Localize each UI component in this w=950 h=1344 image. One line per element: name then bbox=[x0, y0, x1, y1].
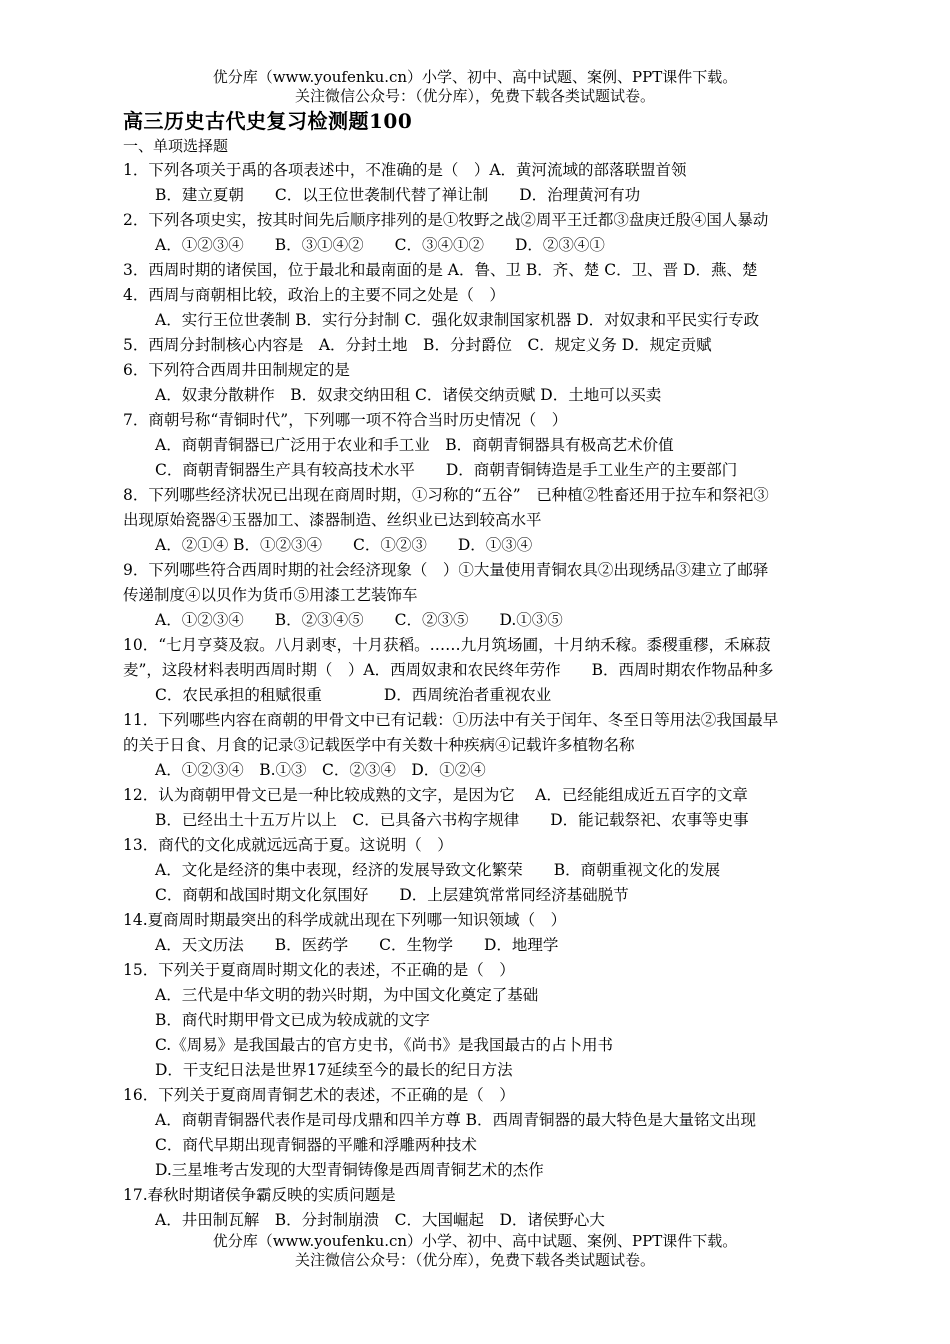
question-line: 6．下列符合西周井田制规定的是 bbox=[123, 361, 350, 379]
header-promo-line: 优分库（www.youfenku.cn）小学、初中、高中试题、案例、PPT课件下载。 bbox=[212, 68, 738, 86]
option-line: D.三星堆考古发现的大型青铜铸像是西周青铜艺术的杰作 bbox=[155, 1161, 544, 1179]
question-line: 7．商朝号称“青铜时代”，下列哪一项不符合当时历史情况（ ） bbox=[123, 411, 568, 429]
question-line: 5．西周分封制核心内容是 A．分封土地 B．分封爵位 C．规定义务 D．规定贡赋 bbox=[123, 336, 712, 354]
option-line: A．天文历法 B．医药学 C．生物学 D．地理学 bbox=[155, 936, 559, 954]
question-line: 10．“七月亨葵及寂。八月剥枣，十月获稻。……九月筑场圃，十月纳禾稼。黍稷重穋，禾麻菽 bbox=[123, 636, 771, 654]
option-line: A．实行王位世袭制 B．实行分封制 C．强化奴隶制国家机器 D．对奴隶和平民实行专政 bbox=[155, 311, 760, 329]
option-line: A．②①④ B．①②③④ C．①②③ D．①③④ bbox=[155, 536, 533, 554]
option-line: A．商朝青铜器代表作是司母戊鼎和四羊方尊 B．西周青铜器的最大特色是大量铭文出现 bbox=[155, 1111, 757, 1129]
option-line: C．商朝青铜器生产具有较高技术水平 D．商朝青铜铸造是手工业生产的主要部门 bbox=[155, 461, 738, 479]
option-line: C.《周易》是我国最古的官方史书，《尚书》是我国最古的占卜用书 bbox=[155, 1036, 613, 1054]
question-line: 1．下列各项关于禹的各项表述中，不准确的是（ ）A．黄河流域的部落联盟首领 bbox=[123, 161, 687, 179]
question-line: 15．下列关于夏商周时期文化的表述，不正确的是（ ） bbox=[123, 961, 515, 979]
question-line: 11．下列哪些内容在商朝的甲骨文中已有记载：①历法中有关于闰年、冬至日等用法②我国最早 bbox=[123, 711, 779, 729]
question-line: 12．认为商朝甲骨文已是一种比较成熟的文字，是因为它 A．已经能组成近五百字的文章 bbox=[123, 786, 748, 804]
question-line: 8．下列哪些经济状况已出现在商周时期，①习称的“五谷” 已种植②牲畜还用于拉车和祭祀③ bbox=[123, 486, 769, 504]
option-line: A．商朝青铜器已广泛用于农业和手工业 B．商朝青铜器具有极高艺术价值 bbox=[155, 436, 674, 454]
option-line: A．①②③④ B．③①④② C．③④①② D．②③④① bbox=[155, 236, 605, 254]
exam-title: 高三历史古代史复习检测题100 bbox=[123, 109, 413, 133]
option-line: C．商朝和战国时期文化氛围好 D．上层建筑常常同经济基础脱节 bbox=[155, 886, 629, 904]
option-line: B．已经出土十五万片以上 C．已具备六书构字规律 D．能记载祭祀、农事等史事 bbox=[155, 811, 749, 829]
question-line: 17.春秋时期诸侯争霸反映的实质问题是 bbox=[123, 1186, 396, 1204]
option-line: A．奴隶分散耕作 B．奴隶交纳田租 C．诸侯交纳贡赋 D．土地可以买卖 bbox=[155, 386, 662, 404]
question-line: 14.夏商周时期最突出的科学成就出现在下列哪一知识领域（ ） bbox=[123, 911, 567, 929]
option-line: B．商代时期甲骨文已成为较成就的文字 bbox=[155, 1011, 430, 1029]
option-line: A．三代是中华文明的勃兴时期，为中国文化奠定了基础 bbox=[155, 986, 539, 1004]
header-wechat-line: 关注微信公众号：（优分库），免费下载各类试题试卷。 bbox=[294, 87, 655, 105]
question-line: 麦”，这段材料表明西周时期（ ）A．西周奴隶和农民终年劳作 B．西周时期农作物品种多 bbox=[123, 661, 774, 679]
option-line: A．①②③④ B．②③④⑤ C．②③⑤ D.①③⑤ bbox=[155, 611, 563, 629]
question-line: 16．下列关于夏商周青铜艺术的表述，不正确的是（ ） bbox=[123, 1086, 515, 1104]
option-line: A．①②③④ B.①③ C．②③④ D．①②④ bbox=[155, 761, 486, 779]
question-line: 出现原始瓷器④玉器加工、漆器制造、丝织业已达到较高水平 bbox=[123, 511, 542, 529]
question-line: 传递制度④以贝作为货币⑤用漆工艺装饰车 bbox=[123, 586, 418, 604]
option-line: C．商代早期出现青铜器的平雕和浮雕两种技术 bbox=[155, 1136, 477, 1154]
question-line: 13．商代的文化成就远远高于夏。这说明（ ） bbox=[123, 836, 453, 854]
footer-promo-line: 优分库（www.youfenku.cn）小学、初中、高中试题、案例、PPT课件下载。 bbox=[212, 1232, 738, 1250]
option-line: D．干支纪日法是世界17延续至今的最长的纪日方法 bbox=[155, 1061, 513, 1079]
section-heading: 一、单项选择题 bbox=[123, 137, 229, 155]
option-line: B．建立夏朝 C．以王位世袭制代替了禅让制 D．治理黄河有功 bbox=[155, 186, 641, 204]
option-line: A．文化是经济的集中表现，经济的发展导致文化繁荣 B．商朝重视文化的发展 bbox=[155, 861, 721, 879]
question-line: 9．下列哪些符合西周时期的社会经济现象（ ）①大量使用青铜农具②出现绣品③建立了邮驿 bbox=[123, 561, 769, 579]
footer-wechat-line: 关注微信公众号：（优分库），免费下载各类试题试卷。 bbox=[294, 1251, 655, 1269]
question-line: 2．下列各项史实，按其时间先后顺序排列的是①牧野之战②周平王迁都③盘庚迁殷④国人暴动 bbox=[123, 211, 769, 229]
option-line: C．农民承担的租赋很重 D．西周统治者重视农业 bbox=[155, 686, 552, 704]
option-line: A．井田制瓦解 B．分封制崩溃 C．大国崛起 D．诸侯野心大 bbox=[155, 1211, 605, 1229]
question-line: 的关于日食、月食的记录③记载医学中有关数十种疾病④记载许多植物名称 bbox=[123, 736, 635, 754]
question-line: 3．西周时期的诸侯国，位于最北和最南面的是 A．鲁、卫 B．齐、楚 C．卫、晋 D．燕、楚 bbox=[123, 261, 758, 279]
question-line: 4．西周与商朝相比较，政治上的主要不同之处是（ ） bbox=[123, 286, 505, 304]
